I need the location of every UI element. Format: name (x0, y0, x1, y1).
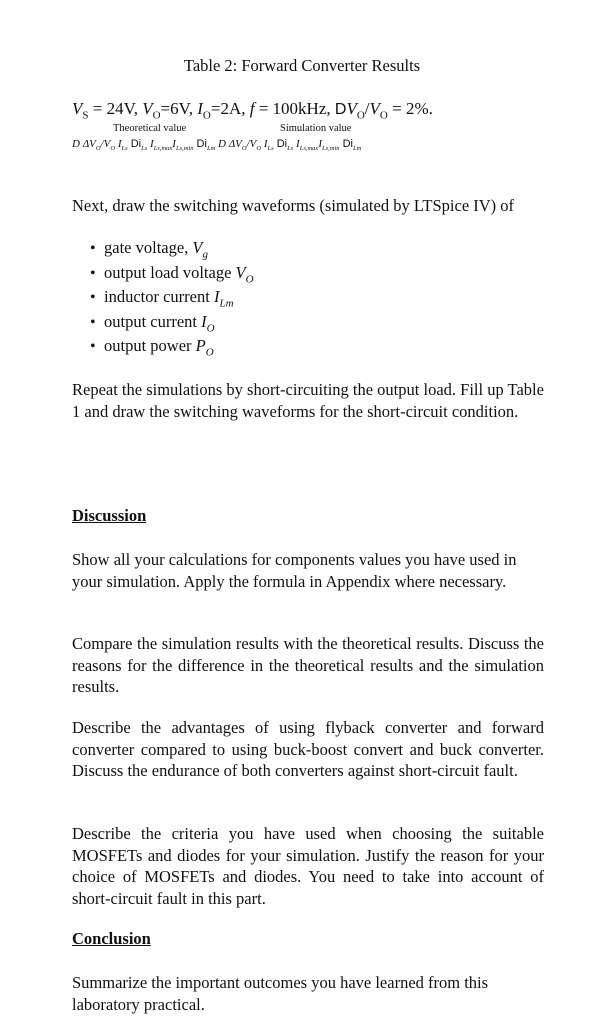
col-ilsmax-sim-sub: Ls,max (299, 145, 319, 153)
ripple-d: D (334, 101, 347, 118)
col-ils-sim-sub: Ls (267, 145, 274, 153)
list-item-text: output load voltage (104, 262, 236, 282)
conclusion-paragraph: Summarize the important outcomes you have learned from this laboratory practical. (72, 973, 489, 1014)
discussion-paragraph-advantages: Describe the advantages of using flyback converter and forward converter compared to using buck-boost convert and buck converter. Discuss the endurance of both converters against short-circuit fault. (72, 718, 544, 780)
intro-paragraph: Next, draw the switching waveforms (simulated by LTSpice IV) of (72, 196, 515, 215)
col-ilsmin-sub: Ls,min (175, 145, 194, 153)
col-d-sim: D (215, 138, 229, 150)
f-value: = 100kHz, (254, 99, 335, 118)
list-item-symbol: I (213, 287, 220, 306)
col-dilm: Di (193, 138, 207, 150)
list-item-symbol: P (195, 336, 206, 355)
vs-subscript: S (82, 109, 89, 122)
list-item-text: output current (104, 311, 202, 331)
ripple-sub1: O (356, 109, 365, 122)
col-d: D (72, 138, 83, 150)
list-item-text: inductor current (104, 287, 214, 306)
col-dilm-sub: Lm (206, 145, 216, 153)
col-ripple-sim-sub: O (241, 145, 247, 153)
conclusion-heading: Conclusion (72, 929, 151, 948)
discussion-paragraph-compare: Compare the simulation results with the theoretical results. Discuss the reasons for the difference in the theoretical results and the simulation results. (72, 634, 544, 696)
ripple-v1: V (346, 99, 357, 118)
col-ripple-sub2: O (110, 145, 116, 153)
list-item-subscript: O (206, 321, 215, 334)
discussion-paragraph-criteria: Describe the criteria you have used when choosing the suitable MOSFETs and diodes for your simulation. Justify the reason for your choice of MOSFETs and diodes. You need to take into account of short-circuit fault in this part. (72, 824, 544, 908)
list-item (90, 285, 254, 310)
col-dils-sub: Ls (141, 145, 148, 153)
col-ripple-slash: /V (100, 138, 111, 150)
list-item (90, 236, 254, 261)
list-item (90, 310, 254, 335)
list-item-symbol: V (235, 262, 246, 282)
vs-symbol: V (72, 99, 83, 118)
discussion-heading: Discussion (72, 506, 147, 525)
col-dils-sim: Di (273, 138, 288, 150)
vs-value: = 24V, (88, 99, 143, 118)
list-item-text: output power (104, 336, 196, 355)
col-ilsmin-sim: I (318, 138, 322, 150)
col-dilm-sim: Di (339, 138, 353, 150)
repeat-paragraph: Repeat the simulations by short-circuiting the output load. Fill up Table 1 and draw the switching waveforms for the short-circuit condition. (72, 380, 544, 421)
io-value: =2A, (210, 99, 250, 118)
list-item-subscript: g (202, 248, 209, 261)
discussion-paragraph-calculations: Show all your calculations for components values you have used in your simulation. Apply the formula in Appendix where necessary. (72, 550, 517, 591)
col-ilsmax-sub: Ls,max (153, 145, 173, 153)
converter-parameters (72, 99, 433, 121)
col-ils-sub: Ls (121, 145, 128, 153)
col-ilsmin-sim-sub: Ls,min (321, 145, 340, 153)
waveform-list (90, 236, 254, 359)
col-ilsmax: I (147, 138, 154, 150)
col-ils-sim: I (261, 138, 268, 150)
ripple-v2: V (369, 99, 380, 118)
theoretical-value-header: Theoretical value (113, 123, 187, 134)
list-item-text: gate voltage, (104, 238, 193, 257)
vo-value: =6V, (160, 99, 198, 118)
list-item-subscript: Lm (219, 297, 234, 310)
vo-symbol: V (142, 99, 153, 118)
list-item (90, 261, 254, 286)
ripple-sub2: O (379, 109, 388, 122)
table-header-row (72, 138, 361, 152)
list-item-symbol: I (201, 311, 207, 331)
io-symbol: I (197, 99, 203, 118)
list-item-subscript: O (245, 272, 254, 285)
simulation-value-header: Simulation value (280, 123, 352, 134)
col-ils: I (115, 138, 122, 150)
ripple-slash: / (364, 99, 370, 118)
col-dilm-sim-sub: Lm (352, 145, 362, 153)
col-ilsmin: I (172, 138, 176, 150)
list-item-symbol: V (192, 238, 203, 257)
col-ripple-sub: O (95, 145, 101, 153)
ripple-value: = 2%. (387, 99, 433, 118)
list-item-subscript: O (205, 346, 214, 359)
col-dils: Di (127, 138, 142, 150)
table-title: Table 2: Forward Converter Results (183, 56, 421, 75)
col-ripple-sim-slash: /V (246, 138, 257, 150)
list-item (90, 334, 254, 359)
f-symbol: f (249, 99, 255, 118)
col-dils-sim-sub: Ls (287, 145, 294, 153)
col-ripple-sim: ΔV (228, 138, 242, 150)
col-ilsmax-sim: I (293, 138, 300, 150)
vo-subscript: O (152, 109, 161, 122)
io-subscript: O (202, 109, 211, 122)
col-ripple-sim-sub2: O (256, 145, 262, 153)
col-ripple: ΔV (82, 138, 96, 150)
